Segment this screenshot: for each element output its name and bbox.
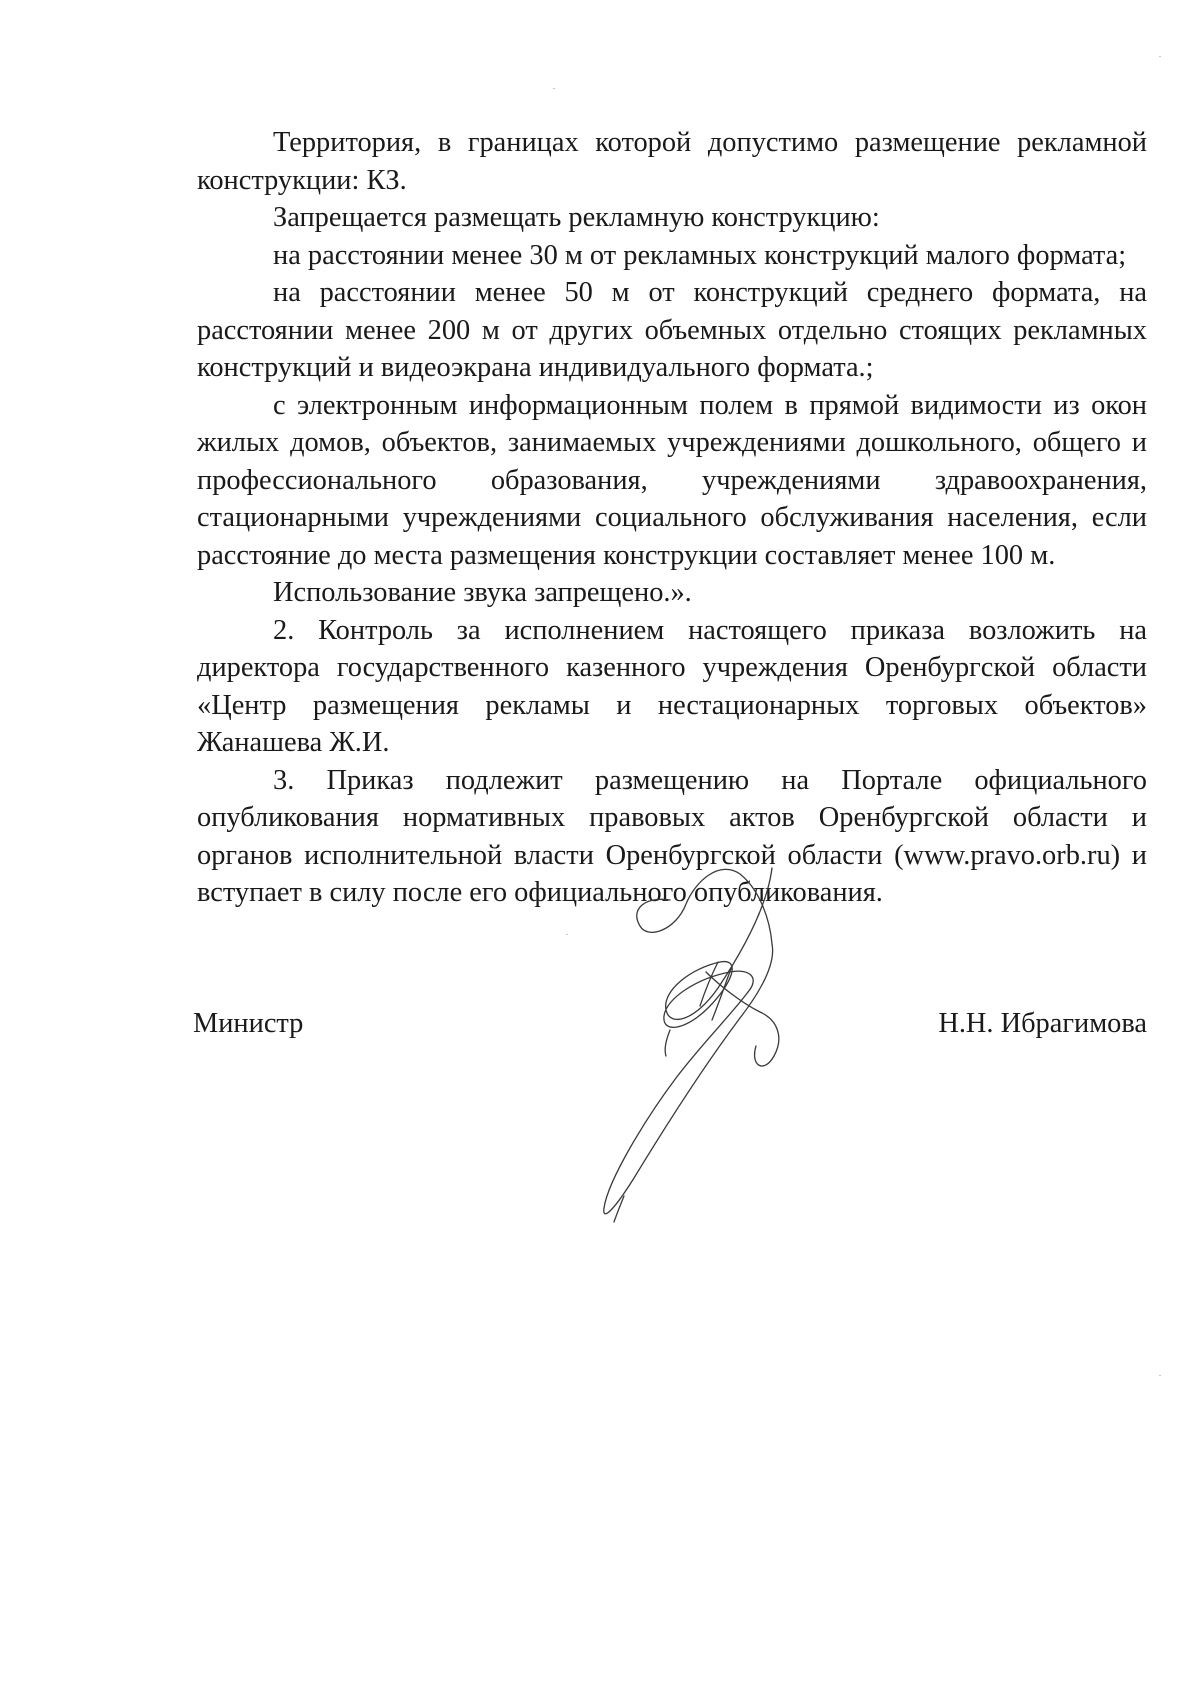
paragraph-distance-medium-format: на расстоянии менее 50 м от конструкций среднего формата, на расстоянии менее 200 м от других объемных отдельно стоящих рекламных конструкций и видеоэкрана индивидуального формата.; <box>197 277 1147 383</box>
paragraph-item-2-control: 2. Контроль за исполнением настоящего приказа возложить на директора государственного казенного учреждения Оренбургской области «Центр размещения рекламы и нестационарных торговых объектов» Жанашева Ж.И. <box>197 614 1147 758</box>
scan-speck <box>566 934 568 935</box>
scan-speck <box>553 88 555 89</box>
paragraph-electronic-field: с электронным информационным полем в прямой видимости из окон жилых домов, объектов, занимаемых учреждениями дошкольного, общего и профессионального образования, учреждениями здравоохранения, стационарными учреждениями социального обслуживания населения, если расстояние до места размещения конструкции составляет менее 100 м. <box>197 389 1147 571</box>
paragraph-territory: Территория, в границах которой допустимо размещение рекламной конструкции: КЗ. <box>197 127 1147 196</box>
paragraph-prohibition-intro: Запрещается размещать рекламную конструкцию: <box>273 202 880 233</box>
scan-speck <box>1159 56 1161 57</box>
handwritten-signature <box>600 860 860 1260</box>
signatory-name: Н.Н. Ибрагимова <box>938 1008 1147 1039</box>
scan-speck <box>1159 1375 1161 1376</box>
document-body <box>197 124 1147 912</box>
signatory-title: Министр <box>193 1008 304 1039</box>
paragraph-distance-small-format: на расстоянии менее 30 м от рекламных конструкций малого формата; <box>273 239 1127 271</box>
paragraph-item-3-publication: 3. Приказ подлежит размещению на Портале официального опубликования нормативных правовых актов Оренбургской области и органов исполнительной власти Оренбургской области (www.pravo.orb.ru) и вступает в силу после его официального опубликования. <box>197 764 1147 908</box>
paragraph-sound: Использование звука запрещено.». <box>273 577 692 608</box>
